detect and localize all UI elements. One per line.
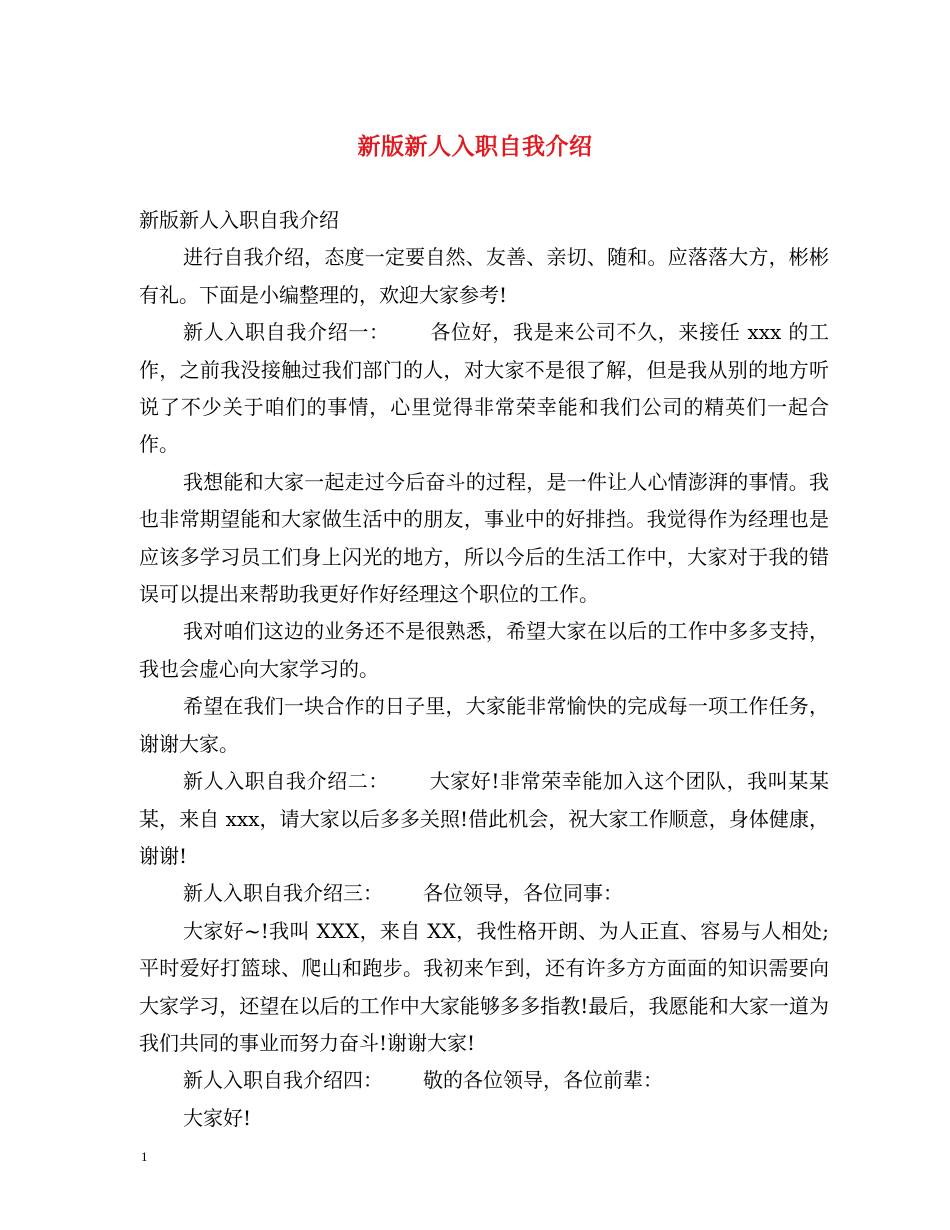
section-label: 新人入职自我介绍二：: [183, 769, 389, 794]
paragraph: [139, 239, 829, 314]
section-label: 新人入职自我介绍一：: [183, 320, 390, 345]
paragraph: [139, 1062, 829, 1099]
paragraph: [139, 613, 829, 688]
paragraph-text: 进行自我介绍，态度一定要自然、友善、亲切、随和。应落落大方，彬彬有礼。下面是小编整理的，欢迎大家参考!: [139, 245, 829, 307]
page-number: 1: [141, 1149, 148, 1164]
paragraph-heading: [139, 202, 829, 239]
paragraph-text: 敬的各位领导，各位前辈：: [423, 1068, 663, 1093]
paragraph-text: 大家好!非常荣幸能加入这个团队，我叫某某某，来自 xxx，请大家以后多多关照!借此机会，祝大家工作顺意，身体健康，谢谢!: [139, 769, 829, 868]
paragraph-text: 新版新人入职自我介绍: [139, 208, 339, 232]
paragraph: [139, 875, 829, 912]
section-label: 新人入职自我介绍四：: [183, 1068, 383, 1093]
document-body: [139, 202, 829, 1137]
paragraph-text: 各位领导，各位同事：: [423, 881, 623, 906]
document-title: 新版新人入职自我介绍: [357, 133, 593, 160]
paragraph-text: 各位好，我是来公司不久，来接任 xxx 的工作，之前我没接触过我们部门的人，对大家不是很了解，但是我从别的地方听说了不少关于咱们的事情，心里觉得非常荣幸能和我们公司的精英们一起合作。: [139, 320, 829, 457]
paragraph-text: 我对咱们这边的业务还不是很熟悉，希望大家在以后的工作中多多支持，我也会虚心向大家学习的。: [139, 619, 829, 681]
paragraph: [139, 913, 829, 1063]
section-label: 新人入职自我介绍三：: [183, 881, 383, 906]
paragraph: [139, 1100, 829, 1137]
paragraph: [139, 688, 829, 763]
paragraph: [139, 314, 829, 464]
paragraph-text: 大家好!: [183, 1105, 252, 1130]
paragraph-text: 大家好~!我叫 XXX，来自 XX，我性格开朗、为人正直、容易与人相处;平时爱好打篮球、爬山和跑步。我初来乍到，还有许多方方面面的知识需要向大家学习，还望在以后的工作中大家能够多多指教!最后，我愿能和大家一道为我们共同的事业而努力奋斗!谢谢大家!: [139, 918, 829, 1055]
paragraph-text: 希望在我们一块合作的日子里，大家能非常愉快的完成每一项工作任务，谢谢大家。: [139, 694, 829, 756]
paragraph: [139, 763, 829, 875]
paragraph: [139, 464, 829, 614]
paragraph-text: 我想能和大家一起走过今后奋斗的过程，是一件让人心情澎湃的事情。我也非常期望能和大家做生活中的朋友，事业中的好排挡。我觉得作为经理也是应该多学习员工们身上闪光的地方，所以今后的生活工作中，大家对于我的错误可以提出来帮助我更好作好经理这个职位的工作。: [139, 469, 829, 607]
